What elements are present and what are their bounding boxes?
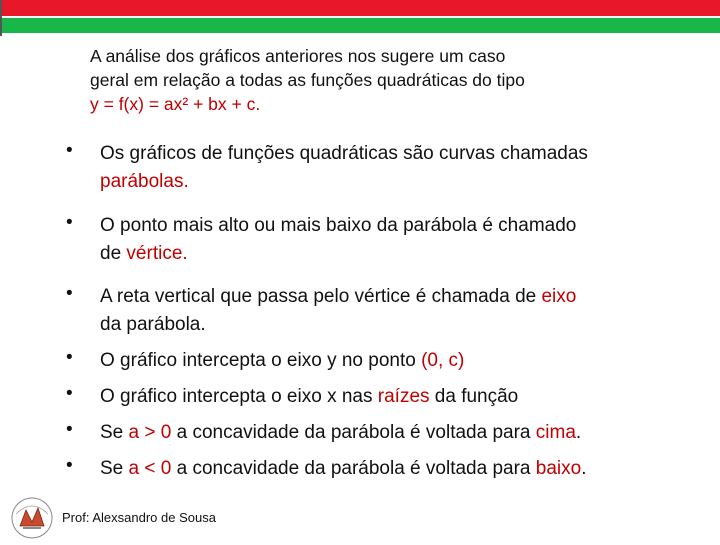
bullet-line (100, 455, 686, 483)
bullet-text: O gráfico intercepta o eixo y no ponto (100, 350, 422, 371)
bullet-item (66, 140, 686, 196)
bullet-text: da parábola. (100, 314, 206, 335)
bullet-item (66, 212, 686, 268)
footer-author: Prof: Alexsandro de Sousa (62, 510, 216, 525)
bullet-line (100, 347, 686, 375)
highlighted-term: eixo (541, 286, 577, 307)
bullet-list (66, 140, 686, 483)
bullet-text: a concavidade da parábola é voltada para (171, 458, 536, 479)
bullet-text: Se (100, 458, 129, 479)
highlighted-term: cima (535, 422, 576, 443)
green-stripe (0, 18, 720, 33)
intro-line-1: A análise dos gráficos anteriores nos sugere um caso (90, 46, 506, 66)
bullet-text: . (581, 458, 587, 479)
bullet-dot: • (66, 455, 73, 476)
intro-paragraph (90, 44, 650, 116)
intro-formula: y = f(x) = ax² + bx + c. (90, 94, 261, 114)
bullet-line (100, 419, 686, 447)
highlighted-term: a > 0 (128, 422, 172, 443)
bullet-text: a concavidade da parábola é voltada para (171, 422, 536, 443)
highlighted-term: (0, c) (421, 350, 465, 371)
bullet-item (66, 347, 686, 375)
bullet-text: Se (100, 422, 129, 443)
bullet-dot: • (66, 140, 73, 161)
bullet-text: O gráfico intercepta o eixo x nas (100, 386, 378, 407)
intro-line-2: geral em relação a todas as funções quadráticas do tipo (90, 70, 525, 90)
bullet-line (100, 240, 686, 268)
highlighted-term: parábolas. (100, 171, 189, 192)
highlighted-term: vértice. (126, 243, 188, 264)
highlighted-term: raízes (377, 386, 430, 407)
bullet-text: de (100, 243, 127, 264)
bullet-text: O ponto mais alto ou mais baixo da parábola é chamado (100, 215, 577, 236)
bullet-item (66, 455, 686, 483)
bullet-item (66, 383, 686, 411)
left-edge-bar (0, 0, 2, 36)
bullet-dot: • (66, 383, 73, 404)
bullet-text: A reta vertical que passa pelo vértice é chamada de (100, 286, 542, 307)
bullet-text: . (575, 422, 582, 443)
bullet-dot: • (66, 419, 73, 440)
highlighted-term: baixo (535, 458, 582, 479)
bullet-line (100, 283, 686, 311)
bullet-text: Os gráficos de funções quadráticas são curvas chamadas (100, 143, 588, 164)
bullet-line (100, 311, 686, 339)
bullet-line (100, 383, 686, 411)
header-flag-stripes (0, 0, 720, 36)
bullet-dot: • (66, 283, 73, 304)
bullet-line (100, 140, 686, 168)
bullet-dot: • (66, 347, 73, 368)
bullet-text: da função (429, 386, 519, 407)
bullet-dot: • (66, 212, 73, 233)
bullet-item (66, 283, 686, 339)
school-emblem-icon (10, 496, 54, 540)
red-stripe (0, 0, 720, 16)
bullet-item (66, 419, 686, 447)
bullet-line (100, 168, 686, 196)
bullet-line (100, 212, 686, 240)
highlighted-term: a < 0 (128, 458, 172, 479)
